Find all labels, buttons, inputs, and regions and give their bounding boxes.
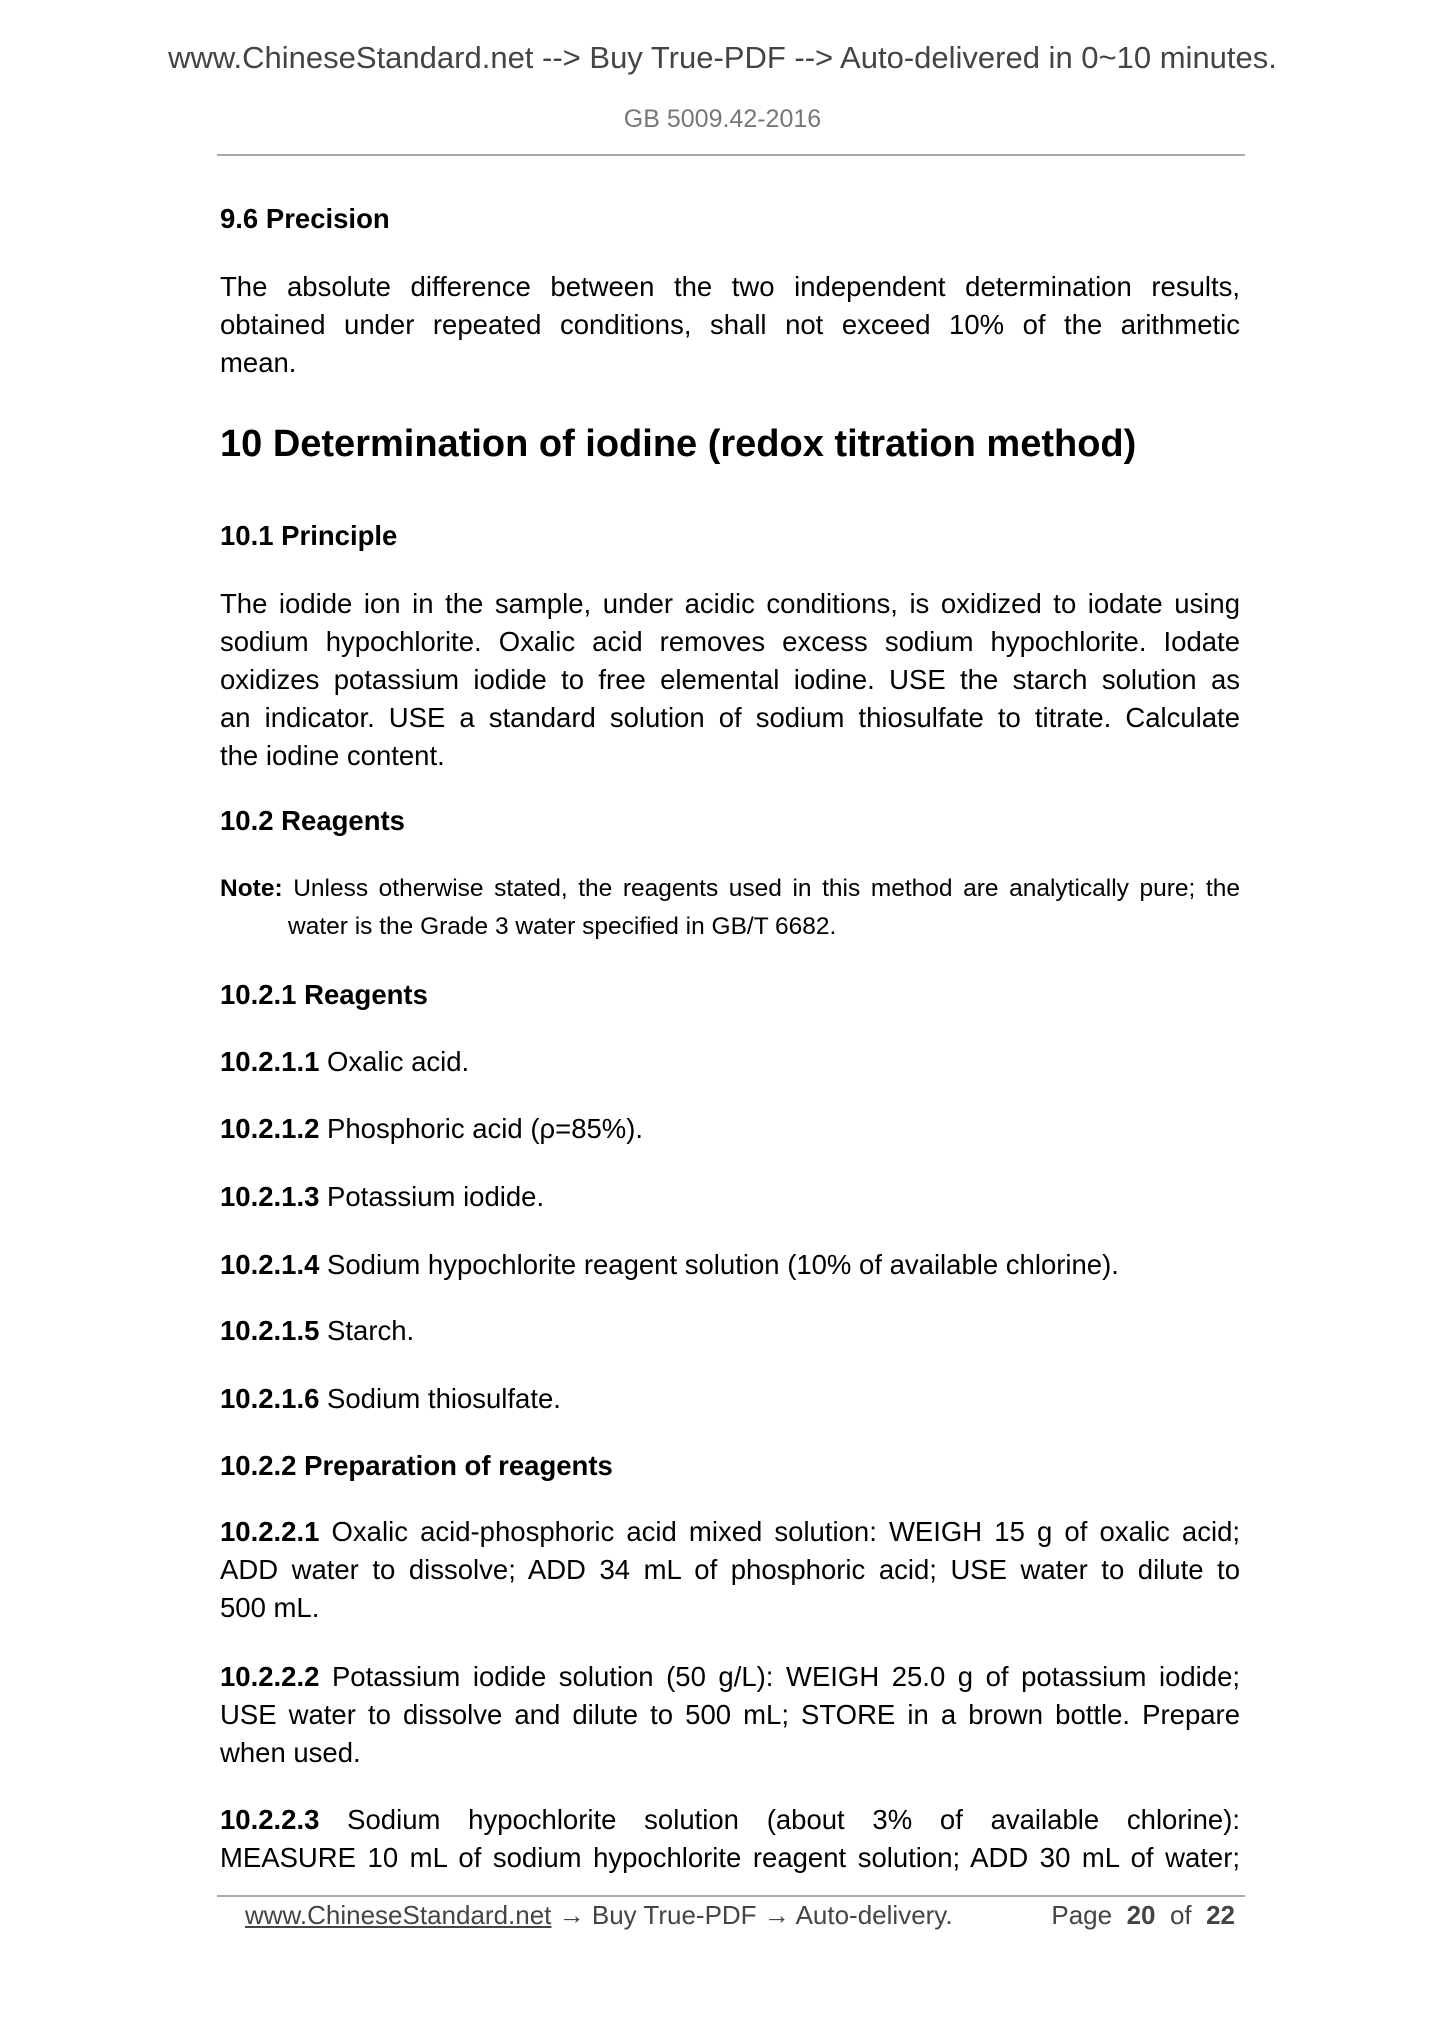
footer-text: → Buy True-PDF → Auto-delivery. (551, 1900, 953, 1930)
text-line: an indicator. USE a standard solution of sodium thiosulfate to titrate. Calculate (220, 702, 1240, 733)
header-divider (217, 154, 1245, 156)
section-10-title: 10 Determination of iodine (redox titration method) (220, 423, 1137, 465)
section-10-2-1-title: 10.2.1 Reagents (220, 979, 428, 1010)
section-9-6-text (220, 268, 1240, 382)
header-banner: www.ChineseStandard.net --> Buy True-PDF --> Auto-delivered in 0~10 minutes. (168, 40, 1277, 75)
preparation-item: 10.2.2.3 Sodium hypochlorite solution (about 3% of available chlorine): MEASURE 10 mL of sodium hypochlorite reagent solution; ADD 30 mL of water; (220, 1804, 1240, 1873)
footer (245, 1900, 1235, 1931)
reagent-item: 10.2.1.6 Sodium thiosulfate. (220, 1383, 561, 1414)
section-10-2-title: 10.2 Reagents (220, 805, 405, 836)
page-indicator: Page 20 of 22 (1051, 1900, 1235, 1930)
text-line: The absolute difference between the two independent determination results, (220, 271, 1240, 302)
text-line: obtained under repeated conditions, shall not exceed 10% of the arithmetic (220, 309, 1240, 340)
text-line: oxidizes potassium iodide to free elemental iodine. USE the starch solution as (220, 664, 1240, 695)
preparation-item: 10.2.2.1 Oxalic acid-phosphoric acid mixed solution: WEIGH 15 g of oxalic acid; ADD water to dissolve; ADD 34 mL of phosphoric acid; USE water to dilute to 500 mL. (220, 1516, 1241, 1623)
preparation-item: 10.2.2.2 Potassium iodide solution (50 g/L): WEIGH 25.0 g of potassium iodide; USE water to dissolve and dilute to 500 mL; STORE in a brown bottle. Prepare when used. (220, 1661, 1240, 1768)
section-10-1-title: 10.1 Principle (220, 520, 398, 551)
section-10-1-text (220, 585, 1240, 775)
note-label: Note: (220, 875, 283, 902)
reagent-item: 10.2.1.5 Starch. (220, 1315, 415, 1346)
text-line: sodium hypochlorite. Oxalic acid removes excess sodium hypochlorite. Iodate (220, 626, 1240, 657)
footer-link[interactable]: www.ChineseStandard.net (245, 1900, 552, 1930)
footer-divider (217, 1895, 1245, 1897)
text-line: the iodine content. (220, 740, 445, 771)
document-id: GB 5009.42-2016 (623, 105, 822, 133)
reagent-item: 10.2.1.3 Potassium iodide. (220, 1181, 545, 1212)
reagent-item: 10.2.1.2 Phosphoric acid (ρ=85%). (220, 1113, 644, 1144)
text-line: mean. (220, 347, 297, 378)
text-line: water is the Grade 3 water specified in GB/T 6682. (288, 913, 837, 940)
note (220, 870, 1240, 946)
reagent-item: 10.2.1.4 Sodium hypochlorite reagent solution (10% of available chlorine). (220, 1249, 1119, 1280)
reagent-item: 10.2.1.1 Oxalic acid. (220, 1046, 470, 1077)
section-10-2-2-title: 10.2.2 Preparation of reagents (220, 1450, 613, 1481)
section-9-6-title: 9.6 Precision (220, 203, 390, 234)
text-line: Unless otherwise stated, the reagents used in this method are analytically pure; the (293, 875, 1240, 902)
text-line: The iodide ion in the sample, under acidic conditions, is oxidized to iodate using (220, 588, 1240, 619)
